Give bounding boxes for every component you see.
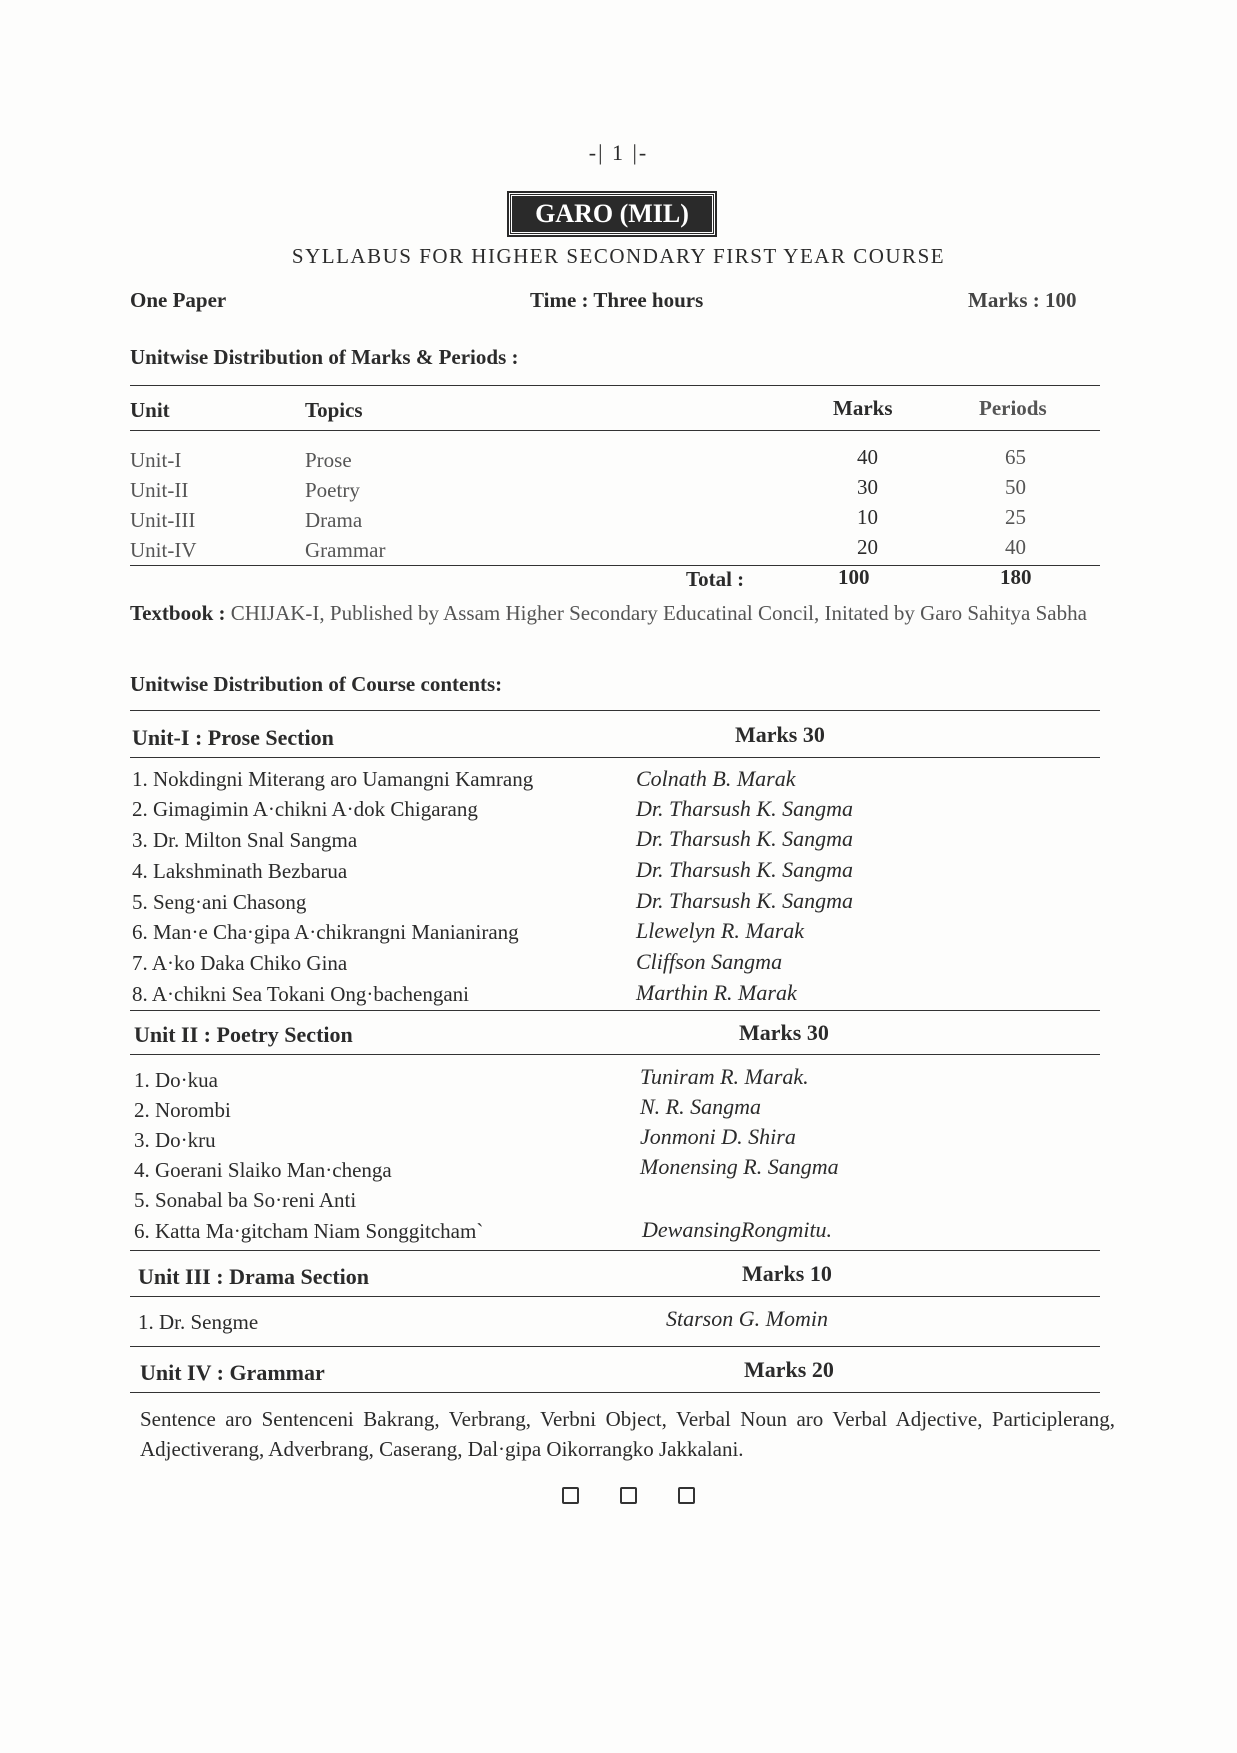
section-rule [130, 1296, 1100, 1297]
row-marks: 40 [857, 445, 878, 469]
paper-count: One Paper [130, 288, 227, 312]
col-header-unit: Unit [130, 398, 170, 422]
textbook-text: CHIJAK-I, Published by Assam Higher Secondary Educatinal Concil, Initated by Garo Sahitya Sabha [230, 601, 1087, 625]
item-title: 2. Norombi [134, 1098, 231, 1122]
total-marks: Marks : 100 [968, 288, 1077, 312]
item-title: 3. Dr. Milton Snal Sangma [132, 828, 358, 852]
textbook-label: Textbook : [130, 601, 226, 625]
col-header-periods: Periods [979, 396, 1047, 420]
item-author: Marthin R. Marak [636, 980, 797, 1005]
item-author: Monensing R. Sangma [640, 1154, 839, 1179]
section-rule [130, 1010, 1100, 1011]
section-rule [130, 1346, 1100, 1347]
distribution-heading: Unitwise Distribution of Marks & Periods : [130, 345, 519, 369]
page-subtitle: SYLLABUS FOR HIGHER SECONDARY FIRST YEAR COURSE [291, 244, 946, 268]
item-title: 8. A·chikni Sea Tokani Ong·bachengani [132, 982, 469, 1006]
item-author: Llewelyn R. Marak [636, 918, 805, 943]
row-periods: 65 [1005, 445, 1026, 469]
row-periods: 50 [1005, 475, 1026, 499]
poetry-section-marks: Marks 30 [739, 1020, 829, 1045]
item-title: 7. A·ko Daka Chiko Gina [132, 951, 348, 975]
item-author: Dr. Tharsush K. Sangma [636, 796, 853, 821]
row-unit: Unit-IV [130, 538, 197, 562]
col-header-topics: Topics [305, 398, 363, 422]
square-icon [620, 1487, 637, 1504]
prose-section-title: Unit-I : Prose Section [132, 725, 334, 750]
item-author: Colnath B. Marak [636, 766, 796, 791]
page-title: GARO (MIL) [509, 193, 715, 235]
item-author: Dr. Tharsush K. Sangma [636, 888, 853, 913]
row-periods: 40 [1005, 535, 1026, 559]
item-author: Dr. Tharsush K. Sangma [636, 826, 853, 851]
section-rule [130, 710, 1100, 711]
drama-section-title: Unit III : Drama Section [138, 1264, 369, 1289]
poetry-section-title: Unit II : Poetry Section [134, 1022, 353, 1047]
item-title: 6. Katta Ma·gitcham Niam Songgitcham` [134, 1219, 484, 1243]
row-unit: Unit-I [130, 448, 182, 472]
item-title: 2. Gimagimin A·chikni A·dok Chigarang [132, 797, 478, 821]
grammar-section-title: Unit IV : Grammar [140, 1360, 325, 1385]
row-marks: 20 [857, 535, 878, 559]
col-header-marks: Marks [833, 396, 893, 420]
total-label: Total : [686, 567, 745, 591]
section-rule [130, 1250, 1100, 1251]
total-marks-value: 100 [838, 565, 870, 589]
table-total-rule [130, 565, 1100, 566]
row-periods: 25 [1005, 505, 1026, 529]
prose-section-marks: Marks 30 [735, 722, 825, 747]
page-number: -| 1 |- [588, 140, 649, 165]
row-marks: 10 [857, 505, 878, 529]
item-author: Cliffson Sangma [636, 949, 783, 974]
textbook-note [130, 597, 1105, 630]
item-title: 4. Goerani Slaiko Man·chenga [134, 1158, 392, 1182]
square-icon [562, 1487, 579, 1504]
section-rule [130, 1054, 1100, 1055]
row-unit: Unit-II [130, 478, 189, 502]
item-title: 1. Do·kua [134, 1068, 218, 1092]
section-rule [130, 1392, 1100, 1393]
item-author: DewansingRongmitu. [642, 1217, 833, 1242]
exam-time: Time : Three hours [530, 288, 704, 312]
course-heading: Unitwise Distribution of Course contents: [130, 672, 503, 696]
grammar-contents: Sentence aro Sentenceni Bakrang, Verbrang, Verbni Object, Verbal Noun aro Verbal Adjective, Participlerang, Adjectiverang, Adverbrang, Caserang, Dal·gipa Oikorrangko Jakkalani. [140, 1407, 1115, 1461]
item-title: 6. Man·e Cha·gipa A·chikrangni Manianirang [132, 920, 519, 944]
item-author: N. R. Sangma [640, 1094, 761, 1119]
row-topic: Grammar [305, 538, 386, 562]
drama-section-marks: Marks 10 [742, 1261, 832, 1286]
item-title: 1. Dr. Sengme [138, 1310, 259, 1334]
item-author: Jonmoni D. Shira [640, 1124, 796, 1149]
table-header-rule [130, 430, 1100, 431]
item-title: 5. Sonabal ba So·reni Anti [134, 1188, 357, 1212]
total-periods-value: 180 [1000, 565, 1032, 589]
row-unit: Unit-III [130, 508, 196, 532]
item-author: Tuniram R. Marak. [640, 1064, 809, 1089]
item-title: 5. Seng·ani Chasong [132, 890, 307, 914]
item-author: Dr. Tharsush K. Sangma [636, 857, 853, 882]
row-topic: Poetry [305, 478, 360, 502]
section-rule [130, 757, 1100, 758]
item-title: 1. Nokdingni Miterang aro Uamangni Kamrang [132, 767, 534, 791]
square-icon [678, 1487, 695, 1504]
row-topic: Drama [305, 508, 363, 532]
row-marks: 30 [857, 475, 878, 499]
grammar-section-marks: Marks 20 [744, 1357, 834, 1382]
item-title: 3. Do·kru [134, 1128, 216, 1152]
item-title: 4. Lakshminath Bezbarua [132, 859, 348, 883]
table-top-rule [130, 385, 1100, 386]
item-author: Starson G. Momin [666, 1306, 828, 1331]
row-topic: Prose [305, 448, 352, 472]
